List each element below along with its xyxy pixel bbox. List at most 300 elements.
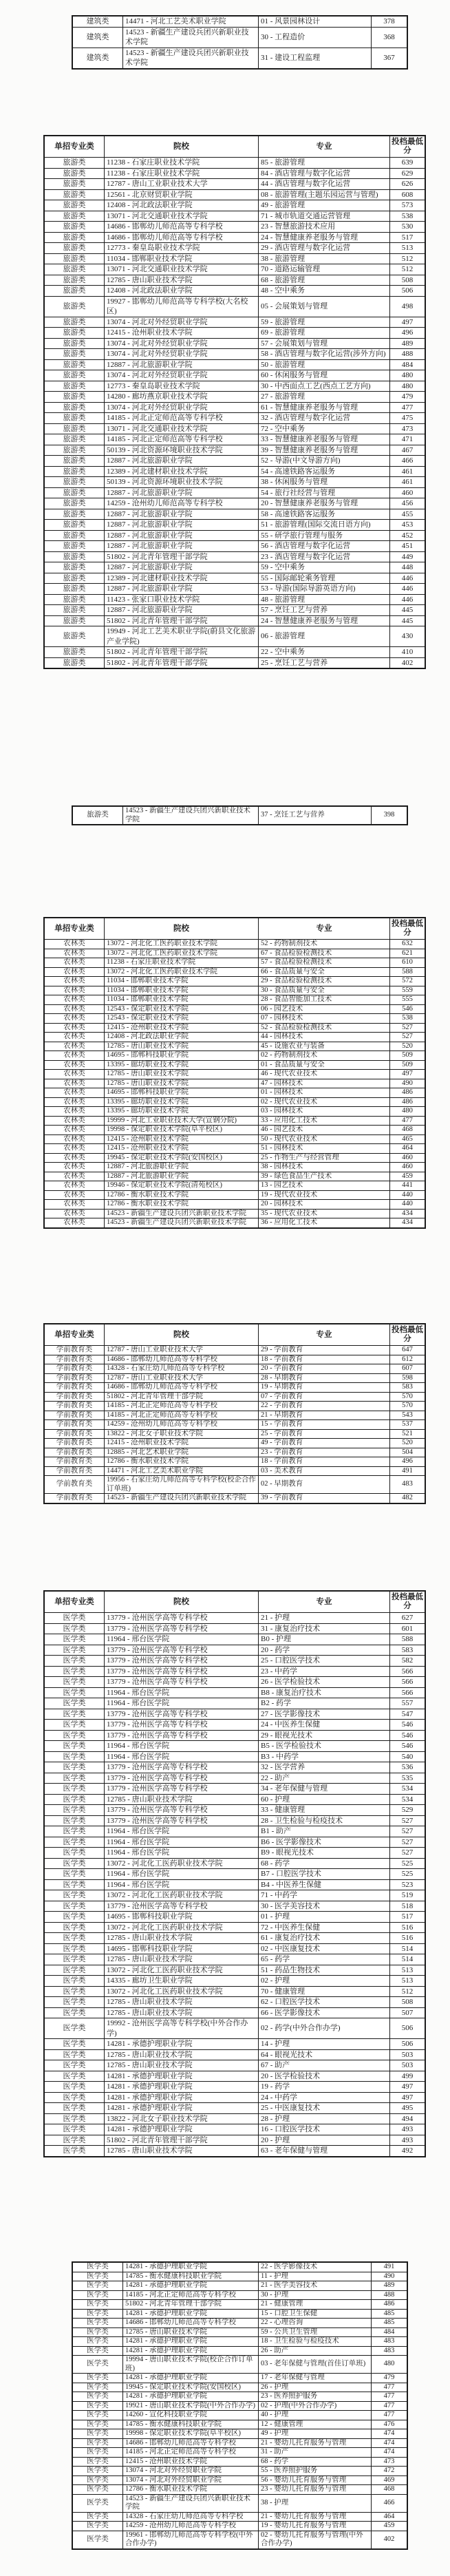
category-cell: 医学类 — [44, 1805, 105, 1816]
category-cell: 农林类 — [44, 1107, 105, 1117]
college-cell: 11964 - 邢台医学院 — [105, 1879, 259, 1890]
score-cell: 506 — [390, 2018, 426, 2039]
table-row — [44, 200, 425, 211]
category-cell: 医学类 — [44, 1976, 105, 1987]
college-cell: 13395 - 廊坊职业技术学院 — [105, 1060, 259, 1070]
score-cell: 566 — [390, 1687, 426, 1698]
category-cell: 旅游类 — [44, 584, 105, 595]
category-cell: 医学类 — [72, 2438, 123, 2448]
college-cell: 12543 - 保定职业技术学院 — [105, 1014, 259, 1024]
major-cell: 19 - 早期教育 — [259, 1383, 390, 1393]
table-row — [44, 477, 425, 488]
category-cell: 旅游类 — [44, 605, 105, 616]
college-cell: 13779 - 沧州医学高等专科学校 — [105, 1656, 259, 1667]
college-cell: 12787 - 唐山工业职业技术大学 — [105, 179, 259, 190]
table-row — [44, 1364, 425, 1374]
table-row — [44, 1815, 425, 1826]
college-cell: 13074 - 河北对外经贸职业学院 — [105, 370, 259, 381]
category-cell: 医学类 — [44, 1997, 105, 2008]
score-cell: 518 — [390, 1901, 426, 1912]
score-cell: 498 — [390, 296, 426, 317]
table-row — [44, 402, 425, 413]
table-row — [44, 1402, 425, 1411]
score-cell: 503 — [390, 2049, 426, 2060]
table-row — [44, 2049, 425, 2060]
college-cell: 14695 - 邯郸科技职业学院 — [105, 1943, 259, 1954]
column-header-3: 投档最低分 — [390, 1591, 426, 1613]
major-cell: B7 - 口腔医学技术 — [259, 1869, 390, 1880]
major-cell: 06 - 旅游管理 — [259, 626, 390, 647]
score-cell: 461 — [390, 466, 426, 477]
table-row — [72, 2327, 407, 2337]
score-cell: 527 — [390, 1033, 426, 1042]
table-row — [44, 1200, 425, 1210]
college-cell: 13071 - 河北交通职业技术学院 — [105, 264, 259, 275]
score-cell: 647 — [390, 1346, 426, 1355]
score-cell: 480 — [390, 1107, 426, 1117]
college-cell: 11964 - 邢台医学院 — [105, 1698, 259, 1709]
college-cell: 12887 - 河北旅游职业学院 — [105, 520, 259, 531]
college-cell: 11238 - 石家庄职业技术学院 — [105, 168, 259, 179]
category-cell: 旅游类 — [44, 509, 105, 520]
score-cell: 445 — [390, 605, 426, 616]
major-cell: 58 - 高速铁路客运服务 — [259, 509, 390, 520]
major-cell: 18 - 卫生检验与检疫技术 — [259, 2337, 372, 2347]
major-cell: 69 - 旅游管理 — [259, 328, 390, 339]
major-cell: 68 - 药学 — [259, 1858, 390, 1869]
major-cell: 03 - 老年保健与管理(首佳订单班) — [259, 2356, 372, 2374]
table-row — [44, 1355, 425, 1364]
college-cell: 11964 - 邢台医学院 — [105, 1741, 259, 1752]
score-cell: 583 — [390, 1645, 426, 1656]
major-cell: 59 - 空中乘务 — [259, 562, 390, 573]
college-cell: 13822 - 河北女子职业技术学院 — [105, 1429, 259, 1439]
table-row — [44, 530, 425, 541]
score-cell: 483 — [372, 2337, 408, 2347]
table-row — [72, 2411, 407, 2420]
major-cell: 01 - 风景园林设计 — [259, 16, 372, 27]
table-row — [44, 1190, 425, 1200]
category-cell: 医学类 — [44, 1912, 105, 1923]
table-row — [44, 940, 425, 949]
category-cell: 学前教育类 — [44, 1466, 105, 1476]
category-cell: 医学类 — [44, 1623, 105, 1634]
college-cell: 12415 - 沧州职业技术学院 — [105, 1134, 259, 1144]
score-cell: 488 — [372, 2290, 408, 2300]
score-cell: 516 — [390, 1933, 426, 1944]
category-cell: 旅游类 — [44, 615, 105, 626]
college-cell: 50139 - 河北资源环境职业技术学院 — [105, 477, 259, 488]
college-cell: 19921 - 唐山职业技术学院(中外合作办学) — [123, 2401, 259, 2411]
score-cell: 509 — [390, 1060, 426, 1070]
college-cell: 14523 - 新疆生产建设兵团兴新职业技术学院 — [123, 27, 259, 47]
major-cell: 23 - 学前教育 — [259, 1448, 390, 1457]
major-cell: 22 - 心理咨询 — [259, 2319, 372, 2328]
score-cell: 460 — [390, 487, 426, 498]
college-cell: 12787 - 唐山工业职业技术大学 — [105, 1373, 259, 1383]
score-cell: 448 — [390, 562, 426, 573]
score-cell: 461 — [390, 477, 426, 488]
college-cell: 11034 - 邯郸职业技术学院 — [105, 253, 259, 264]
college-cell: 14328 - 石家庄幼儿师范高等专科学校 — [123, 2512, 259, 2522]
score-cell: 573 — [390, 200, 426, 211]
college-cell: 14328 - 石家庄幼儿师范高等专科学校 — [105, 1364, 259, 1374]
major-cell: 06 - 园艺技术 — [259, 1004, 390, 1014]
score-table-agriculture — [43, 917, 426, 1229]
college-cell: 19946 - 保定职业技术学院(清苑校区) — [105, 1181, 259, 1191]
college-cell: 13779 - 沧州医学高等专科学校 — [105, 1709, 259, 1720]
score-cell: 507 — [390, 2007, 426, 2018]
table-row — [72, 2300, 407, 2310]
college-cell: 14471 - 河北工艺美术职业学院 — [123, 16, 259, 27]
category-cell: 旅游类 — [44, 541, 105, 552]
score-cell: 469 — [372, 2475, 408, 2485]
table-row — [44, 286, 425, 297]
category-cell: 农林类 — [44, 958, 105, 968]
table-row — [72, 16, 407, 27]
score-cell: 537 — [390, 1420, 426, 1430]
table-row — [44, 1912, 425, 1923]
score-cell: 486 — [390, 1097, 426, 1107]
category-cell: 旅游类 — [44, 211, 105, 222]
college-cell: 12785 - 唐山职业技术学院 — [123, 2327, 259, 2337]
score-cell: 627 — [390, 1613, 426, 1624]
college-cell: 12785 - 唐山职业技术学院 — [105, 1954, 259, 1965]
college-cell: 13074 - 河北对外经贸职业学院 — [105, 402, 259, 413]
major-cell: 50 - 现代农业技术 — [259, 1134, 390, 1144]
college-cell: 12415 - 沧州职业技术学院 — [123, 2457, 259, 2467]
major-cell: 72 - 空中乘务 — [259, 423, 390, 434]
table-row — [72, 2475, 407, 2485]
score-cell: 566 — [390, 1677, 426, 1688]
table-row — [44, 1126, 425, 1135]
table-row — [44, 573, 425, 584]
column-header-0: 单招专业类 — [44, 918, 105, 940]
table-row — [44, 1060, 425, 1070]
score-cell: 471 — [390, 434, 426, 445]
score-cell: 598 — [390, 1373, 426, 1383]
college-cell: 13074 - 河北对外经贸职业学院 — [105, 338, 259, 349]
score-cell: 557 — [390, 1698, 426, 1709]
score-cell: 521 — [390, 1429, 426, 1439]
category-cell: 旅游类 — [44, 296, 105, 317]
category-cell: 旅游类 — [44, 158, 105, 169]
score-cell: 513 — [390, 1976, 426, 1987]
table-row — [44, 605, 425, 616]
score-cell: 566 — [390, 1666, 426, 1677]
table-row — [44, 986, 425, 995]
table-row — [44, 1741, 425, 1752]
major-cell: 23 - 智慧旅游技术应用 — [259, 222, 390, 233]
major-cell: 50 - 旅游管理 — [259, 359, 390, 370]
major-cell: 71 - 城市轨道交通运营管理 — [259, 211, 390, 222]
major-cell: B5 - 医学检验技术 — [259, 1741, 390, 1752]
major-cell: 21 - 早期教育 — [259, 1411, 390, 1420]
table-row — [72, 2272, 407, 2281]
table-row — [44, 626, 425, 647]
table-row — [44, 509, 425, 520]
table-row — [44, 392, 425, 403]
major-cell: 70 - 道路运输管理 — [259, 264, 390, 275]
category-cell: 医学类 — [44, 1815, 105, 1826]
category-cell: 医学类 — [72, 2448, 123, 2458]
score-cell: 486 — [372, 2300, 408, 2310]
table-row — [44, 1439, 425, 1448]
category-cell: 旅游类 — [44, 338, 105, 349]
score-cell: 453 — [390, 520, 426, 531]
major-cell: 30 - 食品质量与安全 — [259, 986, 390, 995]
score-cell: 525 — [390, 1858, 426, 1869]
score-cell: 480 — [390, 381, 426, 392]
category-cell: 医学类 — [72, 2319, 123, 2328]
college-cell: 12415 - 沧州职业技术学院 — [105, 1023, 259, 1033]
major-cell: 21 - 婴幼儿托育服务与管理 — [259, 2438, 372, 2448]
score-cell: 368 — [372, 27, 408, 47]
category-cell: 医学类 — [72, 2383, 123, 2392]
score-cell: 490 — [372, 2272, 408, 2281]
college-cell: 51802 - 河北青年管理干部学院 — [123, 2300, 259, 2310]
category-cell: 医学类 — [72, 2494, 123, 2512]
category-cell: 医学类 — [72, 2475, 123, 2485]
score-cell: 497 — [390, 317, 426, 328]
score-cell: 477 — [372, 2383, 408, 2392]
score-cell: 441 — [390, 1181, 426, 1191]
college-cell: 12785 - 唐山职业技术学院 — [105, 2060, 259, 2071]
category-cell: 旅游类 — [44, 530, 105, 541]
score-cell: 525 — [390, 1869, 426, 1880]
table-row — [44, 381, 425, 392]
table-row — [44, 1429, 425, 1439]
table-row — [44, 1794, 425, 1805]
score-cell: 520 — [390, 1042, 426, 1051]
college-cell: 12408 - 河北政法职业学院 — [105, 200, 259, 211]
table-row — [44, 1826, 425, 1837]
college-cell: 12408 - 河北政法职业学院 — [105, 1033, 259, 1042]
category-cell: 旅游类 — [44, 222, 105, 233]
table-row — [72, 2374, 407, 2383]
college-cell: 19927 - 邯郸幼儿师范高等专科学校(大名校区) — [105, 296, 259, 317]
college-cell: 12785 - 唐山职业技术学院 — [105, 1794, 259, 1805]
score-cell: 506 — [390, 286, 426, 297]
major-cell: 33 - 健康管理 — [259, 1805, 390, 1816]
score-cell: 485 — [372, 2309, 408, 2319]
score-cell: 543 — [390, 1411, 426, 1420]
column-header-0: 单招专业类 — [44, 136, 105, 158]
category-cell: 医学类 — [72, 2262, 123, 2272]
category-cell: 医学类 — [44, 1837, 105, 1848]
category-cell: 医学类 — [44, 1634, 105, 1645]
major-cell: 31 - 康复治疗技术 — [259, 1623, 390, 1634]
major-cell: 28 - 早期教育 — [259, 1373, 390, 1383]
college-cell: 51802 - 河北青年管理干部学院 — [105, 647, 259, 658]
major-cell: 49 - 护理 — [259, 2429, 372, 2439]
major-cell: 29 - 酒店管理与数字化运营 — [259, 243, 390, 254]
category-cell: 农林类 — [44, 977, 105, 986]
score-cell: 493 — [390, 2135, 426, 2146]
major-cell: 49 - 学前教育 — [259, 1439, 390, 1448]
table-row — [44, 1869, 425, 1880]
college-cell: 14185 - 河北正定师范高等专科学校 — [105, 413, 259, 424]
score-cell: 456 — [390, 498, 426, 509]
major-cell: 20 - 药学 — [259, 1645, 390, 1656]
score-cell: 460 — [390, 1163, 426, 1172]
major-cell: 29 - 眼视光技术 — [259, 1730, 390, 1741]
major-cell: 67 - 食品检验检测技术 — [259, 949, 390, 958]
score-cell: 538 — [390, 1014, 426, 1024]
major-cell: 28 - 食品智能加工技术 — [259, 995, 390, 1005]
category-cell: 农林类 — [44, 1218, 105, 1228]
column-header-1: 院校 — [105, 136, 259, 158]
score-cell: 547 — [390, 1709, 426, 1720]
table-row — [44, 2124, 425, 2135]
category-cell: 医学类 — [44, 2082, 105, 2093]
major-cell: 17 - 老年保健与管理 — [259, 2374, 372, 2383]
score-cell: 546 — [390, 1004, 426, 1014]
college-cell: 13779 - 沧州医学高等专科学校 — [105, 1901, 259, 1912]
major-cell: 07 - 学前教育 — [259, 1392, 390, 1402]
major-cell: 60 - 护理 — [259, 1794, 390, 1805]
college-cell: 14281 - 承德护理职业学院 — [105, 2071, 259, 2082]
column-header-3: 投档最低分 — [390, 136, 426, 158]
category-cell: 旅游类 — [44, 189, 105, 200]
college-cell: 13072 - 河北化工医药职业技术学院 — [105, 1890, 259, 1901]
table-row — [44, 1762, 425, 1773]
category-cell: 农林类 — [44, 1060, 105, 1070]
major-cell: 12 - 健康管理 — [259, 2420, 372, 2429]
major-cell: 19 - 药学 — [259, 2082, 390, 2093]
score-cell: 485 — [372, 2319, 408, 2328]
major-cell: 55 - 医养照护服务 — [259, 2467, 372, 2476]
major-cell: 27 - 医学影像技术 — [259, 1709, 390, 1720]
college-cell: 13779 - 沧州医学高等专科学校 — [105, 1645, 259, 1656]
major-cell: 30 - 护理 — [259, 2290, 372, 2300]
category-cell: 旅游类 — [44, 573, 105, 584]
score-cell: 402 — [390, 657, 426, 668]
major-cell: 70 - 健康管理 — [259, 1986, 390, 1997]
major-cell: 18 - 学前教育 — [259, 1457, 390, 1467]
table-row — [44, 1023, 425, 1033]
score-cell: 583 — [390, 1383, 426, 1393]
major-cell: 45 - 设施农业与装备 — [259, 1042, 390, 1051]
table-row — [44, 657, 425, 668]
score-cell: 517 — [390, 232, 426, 243]
table-row — [44, 1901, 425, 1912]
table-row — [72, 2448, 407, 2458]
score-cell: 473 — [372, 2457, 408, 2467]
table-row — [44, 1922, 425, 1933]
category-cell: 旅游类 — [44, 179, 105, 190]
college-cell: 14686 - 邯郸幼儿师范高等专科学校 — [123, 2319, 259, 2328]
score-cell: 472 — [372, 2467, 408, 2476]
category-cell: 医学类 — [44, 1965, 105, 1976]
table-row — [44, 1634, 425, 1645]
score-cell: 479 — [372, 2374, 408, 2383]
major-cell: 51 - 药品生物技术 — [259, 1965, 390, 1976]
score-cell: 477 — [390, 402, 426, 413]
major-cell: B4 - 中医养生保健 — [259, 1879, 390, 1890]
major-cell: 02 - 护理(中外合作办学) — [259, 2401, 372, 2411]
major-cell: 15 - 口腔卫生保健 — [259, 2309, 372, 2319]
table-row — [44, 1163, 425, 1172]
category-cell: 医学类 — [44, 1869, 105, 1880]
table-row — [44, 2039, 425, 2050]
college-cell: 13779 - 沧州医学高等专科学校 — [105, 1623, 259, 1634]
score-cell: 495 — [390, 2103, 426, 2114]
score-cell: 570 — [390, 1402, 426, 1411]
score-cell: 513 — [390, 1965, 426, 1976]
category-cell: 医学类 — [72, 2485, 123, 2495]
table-row — [44, 1890, 425, 1901]
score-cell: 434 — [390, 1218, 426, 1228]
table-row — [44, 2135, 425, 2146]
category-cell: 旅游类 — [44, 370, 105, 381]
major-cell: 52 - 导游(中文导游方向) — [259, 456, 390, 467]
table-row — [72, 2420, 407, 2429]
college-cell: 14695 - 邯郸科技职业学院 — [105, 1088, 259, 1098]
score-cell: 523 — [390, 1879, 426, 1890]
table-row — [44, 1097, 425, 1107]
column-header-2: 专业 — [259, 136, 390, 158]
score-cell: 446 — [390, 584, 426, 595]
score-cell: 464 — [372, 2512, 408, 2522]
table-row — [44, 1858, 425, 1869]
category-cell: 医学类 — [72, 2522, 123, 2531]
college-cell: 11964 - 邢台医学院 — [105, 1751, 259, 1762]
category-cell: 学前教育类 — [44, 1346, 105, 1355]
table-row — [44, 1476, 425, 1494]
table-row — [44, 296, 425, 317]
major-cell: 37 - 烹饪工艺与营养 — [259, 806, 372, 825]
college-cell: 14523 - 新疆生产建设兵团兴新职业技术学院 — [105, 1494, 259, 1503]
table-row — [44, 222, 425, 233]
table-row — [44, 1687, 425, 1698]
score-cell: 516 — [390, 1922, 426, 1933]
score-cell: 486 — [390, 1088, 426, 1098]
table-row — [44, 232, 425, 243]
category-cell: 学前教育类 — [44, 1476, 105, 1494]
major-cell: 38 - 园林技术 — [259, 1163, 390, 1172]
category-cell: 医学类 — [44, 1656, 105, 1667]
table-row — [44, 1042, 425, 1051]
category-cell: 农林类 — [44, 1051, 105, 1061]
table-row — [44, 1070, 425, 1079]
score-cell: 508 — [390, 1997, 426, 2008]
college-cell: 13779 - 沧州医学高等专科学校 — [105, 1805, 259, 1816]
major-cell: 27 - 旅游管理 — [259, 392, 390, 403]
college-cell: 12415 - 沧州职业技术学院 — [105, 1144, 259, 1154]
college-cell: 13395 - 廊坊职业技术学院 — [105, 1107, 259, 1117]
major-cell: 25 - 学前教育 — [259, 1429, 390, 1439]
category-cell: 医学类 — [44, 1901, 105, 1912]
college-cell: 11964 - 邢台医学院 — [105, 1826, 259, 1837]
college-cell: 19949 - 河北工艺美术职业学院(蔚县文化旅游产业学院) — [105, 626, 259, 647]
score-cell: 632 — [390, 940, 426, 949]
score-cell: 527 — [390, 1023, 426, 1033]
college-cell: 12787 - 唐山工业职业技术大学 — [105, 1346, 259, 1355]
score-cell: 534 — [390, 1794, 426, 1805]
college-cell: 12887 - 河北旅游职业学院 — [105, 509, 259, 520]
category-cell: 农林类 — [44, 1079, 105, 1088]
major-cell: 48 - 空中乘务 — [259, 286, 390, 297]
category-cell: 建筑类 — [72, 16, 123, 27]
table-row — [44, 1848, 425, 1859]
category-cell: 农林类 — [44, 1163, 105, 1172]
major-cell: 18 - 学前教育 — [259, 1355, 390, 1364]
table-row — [44, 456, 425, 467]
major-cell: 48 - 旅游管理 — [259, 594, 390, 605]
score-cell: 610 — [390, 958, 426, 968]
table-row — [72, 2457, 407, 2467]
